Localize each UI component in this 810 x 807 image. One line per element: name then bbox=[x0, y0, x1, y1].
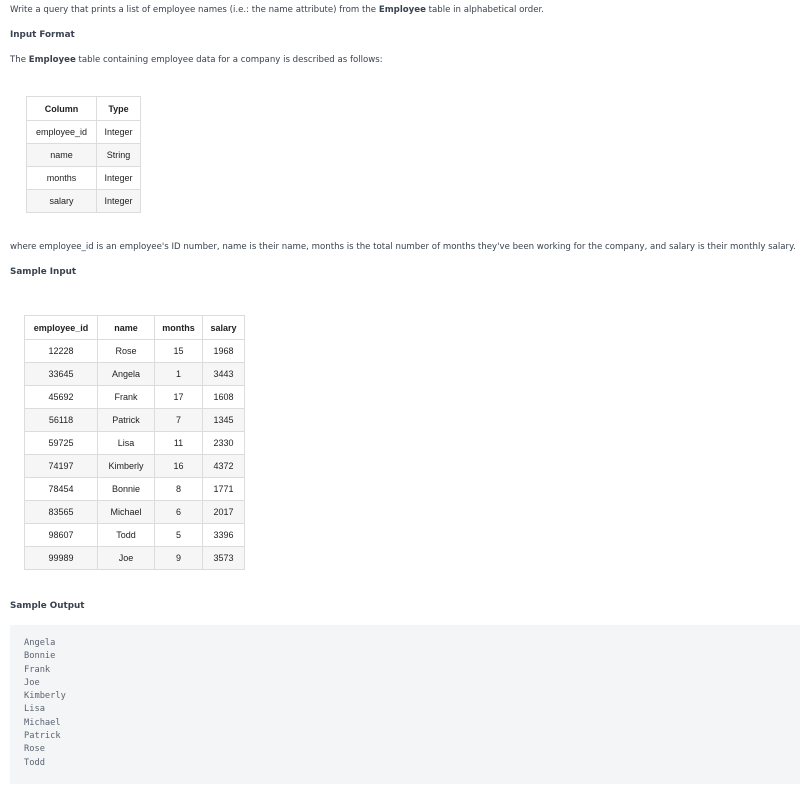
table-cell: 1 bbox=[155, 363, 203, 386]
problem-statement: Write a query that prints a list of employee names (i.e.: the name attribute) from the Employee table in alphabetical order. bbox=[10, 5, 545, 15]
table-cell: employee_id bbox=[27, 121, 97, 144]
table-row bbox=[25, 524, 245, 547]
column-header: Type bbox=[97, 97, 141, 121]
table-cell: String bbox=[97, 144, 141, 167]
table-cell: 99989 bbox=[25, 547, 98, 570]
output-line: Rose bbox=[24, 744, 45, 755]
table-cell: 98607 bbox=[25, 524, 98, 547]
table-cell: 83565 bbox=[25, 501, 98, 524]
output-line: Patrick bbox=[24, 731, 61, 742]
table-row bbox=[25, 432, 245, 455]
sample-output-block bbox=[10, 625, 800, 784]
table-cell: Lisa bbox=[98, 432, 155, 455]
column-header: Column bbox=[27, 97, 97, 121]
table-cell: salary bbox=[27, 190, 97, 213]
output-line: Todd bbox=[24, 757, 45, 768]
table-cell: 33645 bbox=[25, 363, 98, 386]
column-header: employee_id bbox=[25, 316, 98, 340]
table-cell: 15 bbox=[155, 340, 203, 363]
table-cell: Michael bbox=[98, 501, 155, 524]
table-cell: 3443 bbox=[203, 363, 245, 386]
table-cell: Rose bbox=[98, 340, 155, 363]
table-cell: 78454 bbox=[25, 478, 98, 501]
table-cell: 3573 bbox=[203, 547, 245, 570]
sample-input-heading: Sample Input bbox=[10, 267, 77, 277]
table-cell: Bonnie bbox=[98, 478, 155, 501]
table-row bbox=[25, 478, 245, 501]
table-cell: Integer bbox=[97, 167, 141, 190]
input-format-heading: Input Format bbox=[10, 30, 75, 40]
table-cell: 1968 bbox=[203, 340, 245, 363]
table-cell: 16 bbox=[155, 455, 203, 478]
table-cell: 8 bbox=[155, 478, 203, 501]
output-line: Michael bbox=[24, 717, 61, 728]
table-cell: 45692 bbox=[25, 386, 98, 409]
column-header: salary bbox=[203, 316, 245, 340]
table-cell: Integer bbox=[97, 190, 141, 213]
column-header: name bbox=[98, 316, 155, 340]
sample-output-heading: Sample Output bbox=[10, 601, 85, 611]
table-cell: Angela bbox=[98, 363, 155, 386]
table-cell: name bbox=[27, 144, 97, 167]
table-cell: Joe bbox=[98, 547, 155, 570]
table-row bbox=[25, 386, 245, 409]
table-row bbox=[27, 167, 141, 190]
table-description: The Employee table containing employee data for a company is described as follows: bbox=[10, 55, 383, 65]
table-cell: Todd bbox=[98, 524, 155, 547]
table-cell: 1345 bbox=[203, 409, 245, 432]
table-cell: 4372 bbox=[203, 455, 245, 478]
table-cell: 6 bbox=[155, 501, 203, 524]
output-line: Bonnie bbox=[24, 651, 56, 662]
output-line: Kimberly bbox=[24, 691, 66, 702]
table-row bbox=[25, 501, 245, 524]
table-cell: 5 bbox=[155, 524, 203, 547]
table-row bbox=[25, 340, 245, 363]
table-cell: 59725 bbox=[25, 432, 98, 455]
output-line: Lisa bbox=[24, 704, 45, 715]
table-cell: 1608 bbox=[203, 386, 245, 409]
table-cell: 7 bbox=[155, 409, 203, 432]
table-row bbox=[27, 121, 141, 144]
column-explanation: where employee_id is an employee's ID number, name is their name, months is the total number of months they've been working for the company, and salary is their monthly salary. bbox=[10, 242, 796, 252]
table-cell: 9 bbox=[155, 547, 203, 570]
table-row bbox=[25, 547, 245, 570]
table-row bbox=[25, 455, 245, 478]
table-cell: 2017 bbox=[203, 501, 245, 524]
sample-input-table bbox=[24, 315, 245, 570]
table-cell: Kimberly bbox=[98, 455, 155, 478]
schema-table bbox=[26, 96, 141, 213]
output-line: Frank bbox=[24, 664, 51, 675]
table-cell: 11 bbox=[155, 432, 203, 455]
table-cell: 3396 bbox=[203, 524, 245, 547]
table-cell: 74197 bbox=[25, 455, 98, 478]
output-line: Joe bbox=[24, 677, 40, 688]
table-cell: 12228 bbox=[25, 340, 98, 363]
table-cell: 56118 bbox=[25, 409, 98, 432]
table-cell: Patrick bbox=[98, 409, 155, 432]
table-row bbox=[25, 409, 245, 432]
table-row bbox=[27, 144, 141, 167]
table-cell: months bbox=[27, 167, 97, 190]
table-row bbox=[25, 363, 245, 386]
table-cell: Integer bbox=[97, 121, 141, 144]
table-cell: 2330 bbox=[203, 432, 245, 455]
table-cell: Frank bbox=[98, 386, 155, 409]
output-line: Angela bbox=[24, 638, 56, 648]
table-cell: 17 bbox=[155, 386, 203, 409]
table-row bbox=[27, 190, 141, 213]
table-cell: 1771 bbox=[203, 478, 245, 501]
column-header: months bbox=[155, 316, 203, 340]
